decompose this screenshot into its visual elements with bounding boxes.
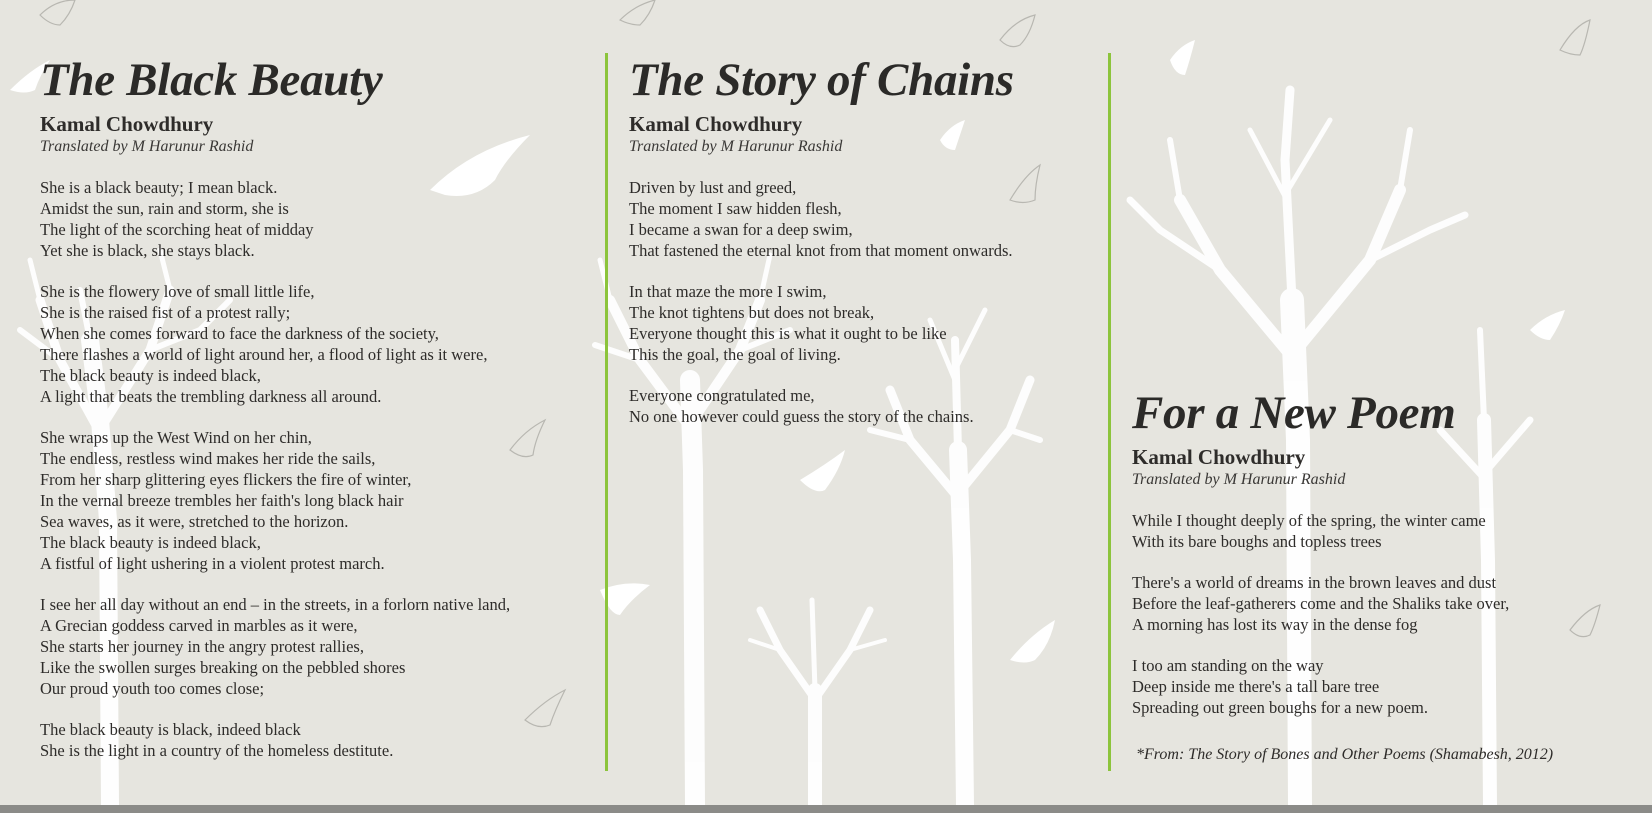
- poem-line: The knot tightens but does not break,: [629, 303, 875, 322]
- poem-stanza: [1132, 510, 1509, 552]
- poem-stanza: [40, 281, 510, 407]
- poem-author: Kamal Chowdhury: [40, 112, 214, 136]
- poem-column-story-of-chains: [629, 50, 1014, 427]
- poem-line: That fastened the eternal knot from that moment onwards.: [629, 241, 1013, 260]
- poem-column-black-beauty: [40, 50, 510, 761]
- poem-translator: Translated by M Harunur Rashid: [629, 138, 843, 155]
- poem-line: The black beauty is indeed black,: [40, 366, 261, 385]
- column-divider: [1108, 53, 1111, 771]
- poem-line: Yet she is black, she stays black.: [40, 241, 255, 260]
- poem-line: When she comes forward to face the darkness of the society,: [40, 324, 439, 343]
- poem-stanza: [40, 594, 510, 699]
- poem-line: This the goal, the goal of living.: [629, 345, 841, 364]
- poem-line: She starts her journey in the angry protest rallies,: [40, 637, 364, 656]
- poem-line: She is the raised fist of a protest rally;: [40, 303, 291, 322]
- poem-line: There's a world of dreams in the brown leaves and dust: [1132, 573, 1497, 592]
- poem-line: Amidst the sun, rain and storm, she is: [40, 199, 289, 218]
- poem-title: For a New Poem: [1132, 387, 1456, 439]
- poem-line: I see her all day without an end – in the streets, in a forlorn native land,: [40, 595, 511, 614]
- poem-stanza: [1132, 572, 1509, 635]
- poem-line: The black beauty is indeed black,: [40, 533, 261, 552]
- poem-line: A Grecian goddess carved in marbles as it were,: [40, 616, 358, 635]
- poem-line: Spreading out green boughs for a new poem.: [1132, 698, 1429, 717]
- poem-line: The moment I saw hidden flesh,: [629, 199, 842, 218]
- poem-stanza: [629, 281, 1014, 365]
- poem-line: A morning has lost its way in the dense fog: [1132, 615, 1418, 634]
- poem-line: The light of the scorching heat of midday: [40, 220, 314, 239]
- poem-stanza: [629, 385, 1014, 427]
- poem-line: No one however could guess the story of the chains.: [629, 407, 974, 426]
- poem-line: There flashes a world of light around her, a flood of light as it were,: [40, 345, 488, 364]
- poem-line: With its bare boughs and topless trees: [1132, 532, 1382, 551]
- poem-line: In that maze the more I swim,: [629, 282, 827, 301]
- poem-line: In the vernal breeze trembles her faith's long black hair: [40, 491, 404, 510]
- poem-line: Before the leaf-gatherers come and the Shaliks take over,: [1132, 594, 1510, 613]
- poem-line: Everyone congratulated me,: [629, 386, 815, 405]
- poem-line: While I thought deeply of the spring, the winter came: [1132, 511, 1486, 530]
- poem-title: The Black Beauty: [40, 54, 383, 106]
- poem-translator: Translated by M Harunur Rashid: [1132, 471, 1346, 488]
- poem-title: The Story of Chains: [629, 54, 1014, 106]
- poem-stanza: [629, 177, 1014, 261]
- poem-line: I became a swan for a deep swim,: [629, 220, 853, 239]
- poem-line: A fistful of light ushering in a violent protest march.: [40, 554, 385, 573]
- poem-line: She is the light in a country of the homeless destitute.: [40, 741, 394, 760]
- poem-line: Sea waves, as it were, stretched to the horizon.: [40, 512, 349, 531]
- poem-author: Kamal Chowdhury: [629, 112, 803, 136]
- poem-stanza: [40, 427, 510, 574]
- poem-line: A light that beats the trembling darkness all around.: [40, 387, 382, 406]
- bottom-bar: [0, 805, 1652, 813]
- poem-line: Deep inside me there's a tall bare tree: [1132, 677, 1380, 696]
- poem-author: Kamal Chowdhury: [1132, 445, 1306, 469]
- poem-line: Like the swollen surges breaking on the pebbled shores: [40, 658, 406, 677]
- poem-line: Driven by lust and greed,: [629, 178, 797, 197]
- poem-stanza: [40, 719, 510, 761]
- poem-line: I too am standing on the way: [1132, 656, 1324, 675]
- poem-line: She wraps up the West Wind on her chin,: [40, 428, 312, 447]
- tree-illustration: [750, 600, 885, 805]
- poem-stanza: [1132, 655, 1509, 718]
- poem-line: The black beauty is black, indeed black: [40, 720, 301, 739]
- source-footnote: *From: The Story of Bones and Other Poems (Shamabesh, 2012): [1136, 746, 1554, 763]
- poem-line: She is a black beauty; I mean black.: [40, 178, 278, 197]
- poem-line: From her sharp glittering eyes flickers the fire of winter,: [40, 470, 412, 489]
- poem-line: She is the flowery love of small little life,: [40, 282, 315, 301]
- poem-line: Everyone thought this is what it ought to be like: [629, 324, 947, 343]
- column-divider: [605, 53, 608, 771]
- poem-stanza: [40, 177, 510, 261]
- poem-translator: Translated by M Harunur Rashid: [40, 138, 254, 155]
- poem-line: Our proud youth too comes close;: [40, 679, 265, 698]
- poem-line: The endless, restless wind makes her ride the sails,: [40, 449, 376, 468]
- poem-column-for-a-new-poem: [1132, 383, 1509, 718]
